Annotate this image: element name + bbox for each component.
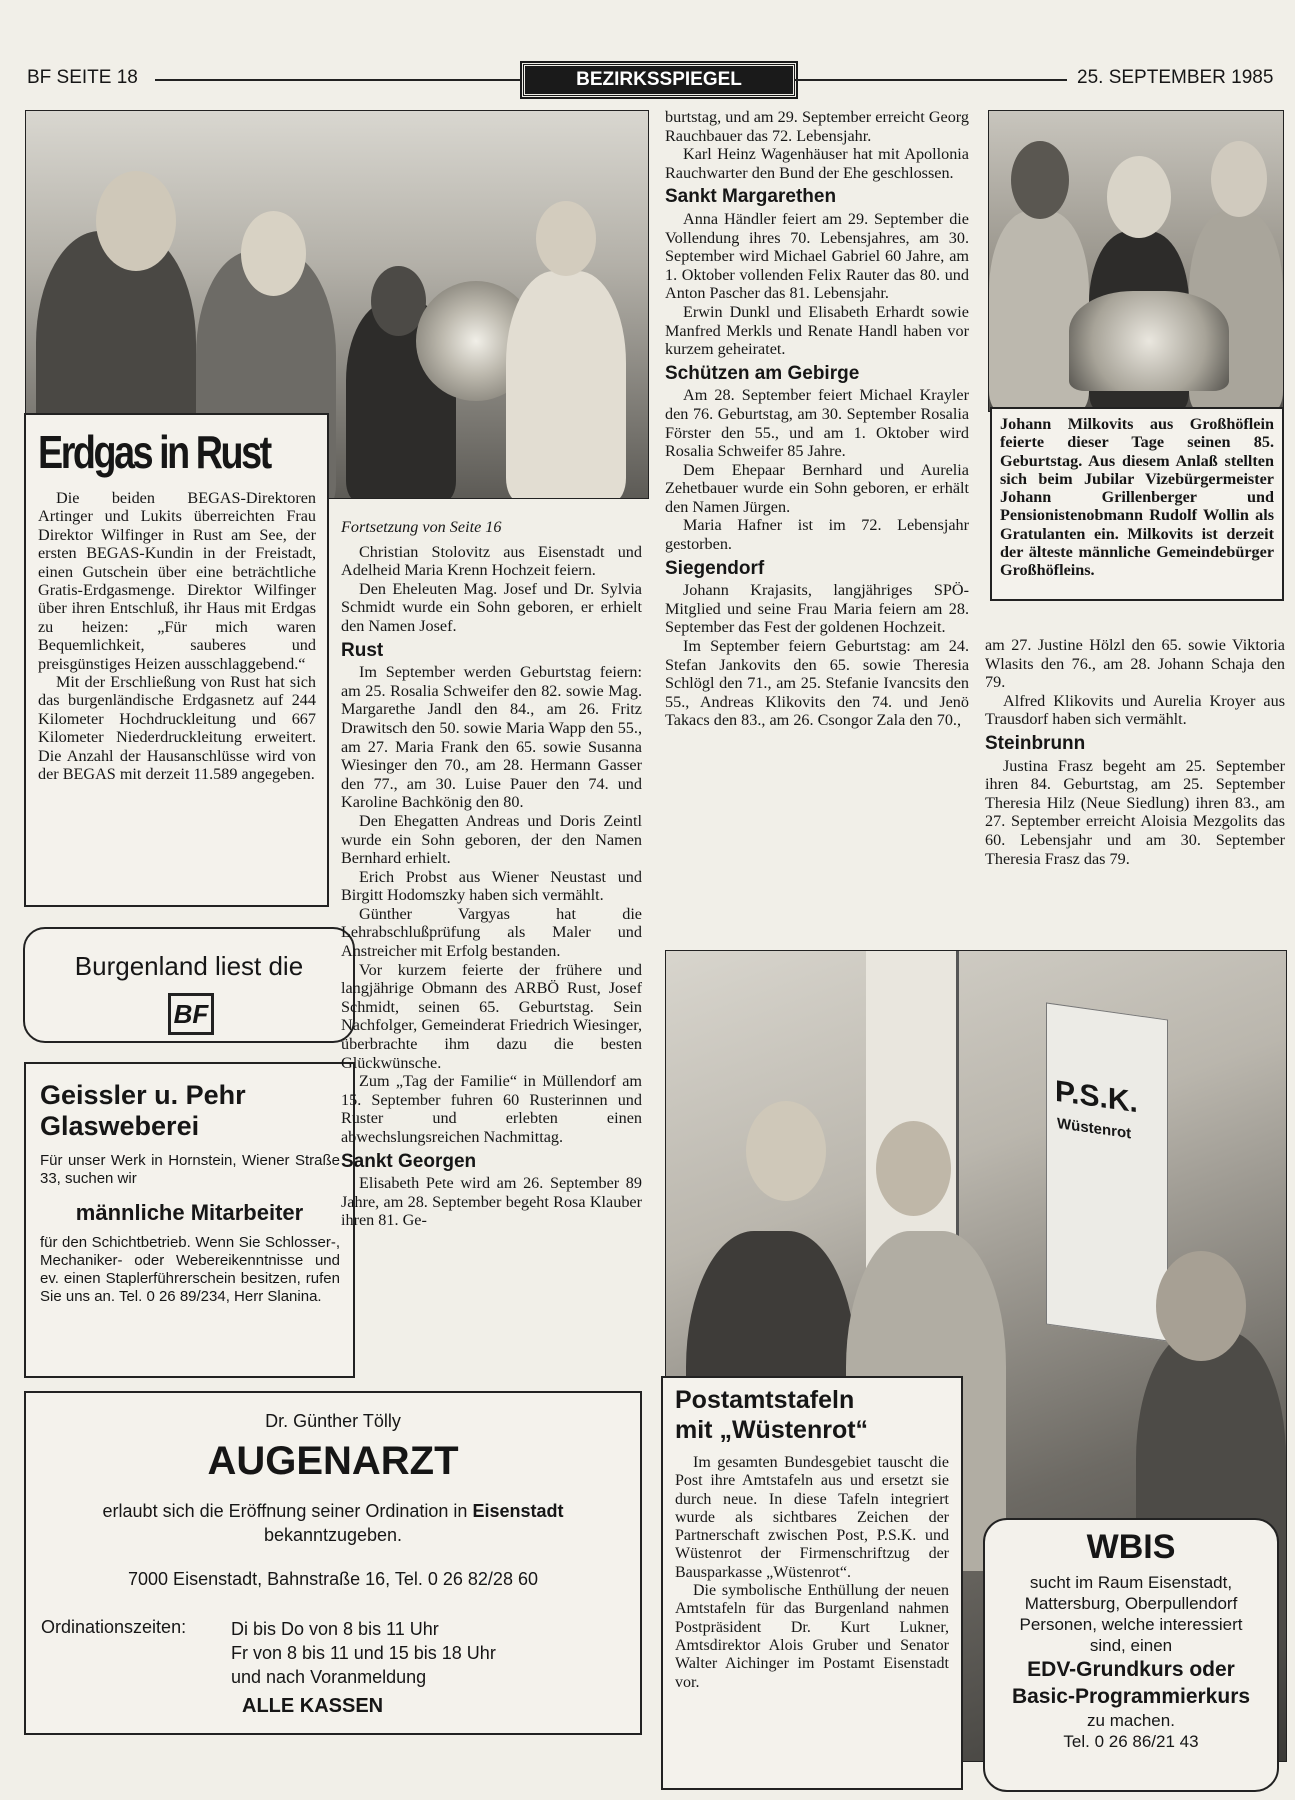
bf-ad [23, 927, 355, 1043]
wbis-line: zu machen. [1087, 1711, 1175, 1730]
geissler-company: Geissler u. Pehr Glasweberei [40, 1080, 246, 1141]
doctor-address: 7000 Eisenstadt, Bahnstraße 16, Tel. 0 26 82/28 60 [128, 1569, 538, 1589]
article-paragraph: Maria Hafner ist im 72. Lebensjahr gestorben. [665, 516, 969, 554]
wbis-body [985, 1572, 1277, 1752]
page-number: BF SEITE 18 [27, 67, 138, 88]
person-head [876, 1121, 951, 1216]
article-paragraph: Den Ehegatten Andreas und Doris Zeintl wurde ein Sohn geboren, der den Namen Bernhard erhielt. [341, 811, 642, 868]
issue-date: 25. SEPTEMBER 1985 [1077, 67, 1274, 88]
article-paragraph: Anna Händler feiert am 29. September die Vollendung ihres 70. Lebensjahres, am 30. September wird Michael Gabriel 60 Jahre, am 1. Oktober vollenden Felix Rauter das 80. und Anton Pascher das 81. Lebensjahr. [665, 209, 969, 303]
section-heading: Siegendorf [665, 557, 765, 579]
erdgas-article [24, 413, 329, 907]
article-paragraph: Erich Probst aus Wiener Neustast und Birgitt Hodomszky haben sich vermählt. [341, 867, 642, 905]
geissler-job-ad [24, 1062, 355, 1378]
wbis-line: Personen, welche interessiert [1019, 1615, 1243, 1634]
person-head [746, 1101, 826, 1201]
section-heading: Schützen am Gebirge [665, 362, 860, 384]
person-head [1211, 141, 1267, 217]
caption-text: Johann Milkovits aus Großhöflein feierte dieser Tage seinen 85. Geburtstag. Aus diesem Anlaß stellten sich beim Jubilar Vizebürgermeister Johann Grillenberger und Pensionistenobmann Rudolf Wollin als Gratulanten ein. Milkovits ist derzeit der älteste männliche Gemeindebürger Großhöfleins. [1000, 415, 1274, 580]
postamt-headline-2: mit „Wüstenrot“ [675, 1416, 869, 1444]
wbis-course: EDV-Grundkurs oder [1027, 1658, 1235, 1681]
article-paragraph: Den Eheleuten Mag. Josef und Dr. Sylvia Schmidt wurde ein Sohn geboren, er erhielt den Namen Josef. [341, 579, 642, 635]
section-heading: Rust [341, 639, 384, 661]
person-head [536, 201, 596, 276]
article-paragraph: Erwin Dunkl und Elisabeth Erhardt sowie Manfred Merkls und Renate Handl haben vor kurzem geheiratet. [665, 302, 969, 359]
bf-ad-slogan: Burgenland liest die [74, 951, 304, 981]
article-paragraph: am 27. Justine Hölzl den 65. sowie Viktoria Wlasits den 76., am 28. Johann Schaja den 79. [985, 636, 1285, 692]
insurance-note: ALLE KASSEN [242, 1695, 384, 1717]
psk-sign [1046, 1002, 1168, 1341]
article-paragraph: Im gesamten Bundesgebiet tauscht die Post ihre Amtstafeln aus und ersetzt sie durch neue. In diese Tafeln integriert wurde als sichtbares Zeichen der Partnerschaft zwischen Post, P.S.K. und Wüstenrot der Firmenschriftzug der Bausparkasse „Wüstenrot“. [675, 1454, 949, 1581]
opening-text [26, 1499, 640, 1547]
psk-sign-wuestenrot: Wüstenrot [1057, 1114, 1132, 1143]
article-paragraph: Zum „Tag der Familie“ in Müllendorf am 15. September fuhren 60 Rusterinnen und Ruster und erlebten einen abwechslungsreichen Nachmittag. [341, 1072, 642, 1146]
article-paragraph: Justina Frasz begeht am 25. September ihren 84. Geburtstag, am 25. September Theresia Hilz (Neue Siedlung) ihren 83., am 27. September erreicht Aloisia Mezgolits das 60. Lebensjahr und am 30. September Theresia Frasz das 79. [985, 756, 1285, 868]
article-paragraph: Alfred Klikovits und Aurelia Kroyer aus Trausdorf haben sich vermählt. [985, 691, 1285, 729]
wbis-title: WBIS [1086, 1528, 1176, 1566]
geissler-body: für den Schichtbetrieb. Wenn Sie Schlosser-, Mechaniker- oder Webereikenntnisse und ev. einen Staplerführerschein besitzen, rufen Sie uns an. Tel. 0 26 89/234, Herr Slanina. [40, 1234, 340, 1305]
article-paragraph: Vor kurzem feierte der frühere und langjährige Obmann des ARBÖ Rust, Josef Schmidt, seinen 65. Geburtstag. Sein Nachfolger, Gemeinderat Friedrich Wiesinger, überbrachte ihm dazu die besten Glückwünsche. [341, 960, 642, 1072]
postamt-headline-1: Postamtstafeln [675, 1386, 855, 1414]
person-head [1156, 1251, 1246, 1361]
geissler-headline: männliche Mitarbeiter [75, 1200, 304, 1225]
article-paragraph: Elisabeth Pete wird am 26. September 89 Jahre, am 28. September begeht Rosa Klauber ihren 81. Ge- [341, 1174, 642, 1230]
erdgas-paragraph: Die beiden BEGAS-Direktoren Artinger und Lukits überreichten Frau Direktor Wilfinger in Rust am See, der ersten BEGAS-Kundin in der Freistadt, einen Gutschein über eine beträchtliche Gratis-Erdgasmenge. Direktor Wilfinger über ihren Entschluß, ihr Haus mit Erdgas zu heizen: „Für mich waren Bequemlichkeit, sauberes und preisgünstiges Heizen ausschlaggebend.“ [38, 489, 316, 673]
opening-line-1: erlaubt sich die Eröffnung seiner Ordination in [102, 1501, 468, 1521]
column-rust [341, 518, 642, 1230]
person-head [96, 171, 176, 271]
postamt-article [661, 1376, 963, 1790]
continued-note: Fortsetzung von Seite 16 [341, 518, 502, 536]
section-heading: Steinbrunn [985, 732, 1086, 754]
milkovits-photo [988, 110, 1284, 412]
article-paragraph: Dem Ehepaar Bernhard und Aurelia Zehetbauer wurde ein Sohn geboren, er erhält den Namen Jürgen. [665, 460, 969, 516]
article-paragraph: Im September feiern Geburtstag: am 24. Stefan Jankovits den 65. sowie Theresia Schlögl den 71., am 25. Stefanie Ivancsits den 55., Andreas Klikovits den 74. und Jenö Takacs den 83., am 26. Csongor Zala den 70., [665, 637, 969, 730]
geissler-intro: Für unser Werk in Hornstein, Wiener Straße 33, suchen wir [40, 1152, 340, 1187]
milkovits-caption [990, 407, 1284, 601]
article-paragraph: Günther Vargyas hat die Lehrabschlußprüfung als Maler und Anstreicher mit Erfolg bestanden. [341, 904, 642, 961]
augenarzt-ad [24, 1391, 642, 1735]
column-margarethen [665, 108, 969, 730]
hours-line: und nach Voranmeldung [231, 1667, 427, 1687]
column-steinbrunn [985, 636, 1285, 868]
article-paragraph: Karl Heinz Wagenhäuser hat mit Apollonia Rauchwarter den Bund der Ehe geschlossen. [665, 145, 969, 182]
hours-label: Ordinationszeiten: [41, 1617, 187, 1637]
article-paragraph: Die symbolische Enthüllung der neuen Amtstafeln für das Burgenland nahmen Postpräsident Dr. Kurt Lukner, Amtsdirektor Alois Gruber und Senator Walter Aichinger im Postamt Eisenstadt vor. [675, 1582, 949, 1691]
article-paragraph: burtstag, und am 29. September erreicht Georg Rauchbauer das 72. Lebensjahr. [665, 108, 969, 145]
hours-line: Fr von 8 bis 11 und 15 bis 18 Uhr [231, 1643, 496, 1663]
erdgas-paragraph: Mit der Erschließung von Rust hat sich das burgenländische Erdgasnetz auf 244 Kilometer Hochdruckleitung und 667 Kilometer Niederdruckleitung erweitert. Die Anzahl der Hausanschlüsse wird von der BEGAS mit derzeit 11.589 angegeben. [38, 673, 316, 784]
wbis-phone: Tel. 0 26 86/21 43 [1063, 1732, 1199, 1751]
doctor-name: Dr. Günther Tölly [265, 1411, 401, 1431]
person-head [241, 211, 306, 296]
article-paragraph: Am 28. September feiert Michael Krayler den 76. Geburtstag, am 30. September Rosalia Förster den 55., und am 1. Oktober wird Rosalia Schweifer 85 Jahre. [665, 386, 969, 461]
wbis-line: sucht im Raum Eisenstadt, [1029, 1573, 1233, 1592]
wbis-ad [983, 1518, 1279, 1792]
bf-logo: BF [168, 993, 214, 1035]
wbis-course: Basic-Programmierkurs [1011, 1685, 1251, 1708]
opening-city: Eisenstadt [472, 1501, 564, 1521]
section-heading: Sankt Margarethen [665, 186, 837, 208]
wbis-line: sind, einen [1089, 1636, 1173, 1655]
article-paragraph: Im September werden Geburtstag feiern: am 25. Rosalia Schweifer den 82. sowie Mag. Margarethe Jandl den 84., am 26. Fritz Drawitsch den 50. sowie Maria Wapp den 55., am 27. Maria Frank den 65. sowie Susanna Wiesinger den 70., am 28. Hermann Gasser den 77., am 30. Luise Pauer den 74. und Karoline Bachkönig den 80. [341, 663, 642, 812]
section-heading: Sankt Georgen [341, 1150, 477, 1172]
header-rule-left [155, 79, 523, 81]
augenarzt-title: AUGENARZT [207, 1439, 459, 1483]
person-head [1011, 141, 1069, 219]
wbis-line: Mattersburg, Oberpullendorf [1024, 1594, 1238, 1613]
article-paragraph: Johann Krajasits, langjähriges SPÖ-Mitglied und seine Frau Maria feiern am 28. September das Fest der goldenen Hochzeit. [665, 581, 969, 637]
hours-details [231, 1617, 496, 1689]
psk-sign-logo: P.S.K. [1055, 1074, 1138, 1120]
header-rule-right [795, 79, 1067, 81]
hours-line: Di bis Do von 8 bis 11 Uhr [231, 1619, 439, 1639]
erdgas-headline: Erdgas in Rust [38, 426, 270, 478]
article-paragraph: Christian Stolovitz aus Eisenstadt und Adelheid Maria Krenn Hochzeit feiern. [341, 542, 642, 580]
person-figure [506, 271, 626, 499]
section-title: BEZIRKSSPIEGEL [522, 63, 796, 97]
gift-basket [1069, 291, 1229, 391]
person-head [1107, 156, 1171, 238]
opening-line-2: bekanntzugeben. [263, 1525, 403, 1545]
